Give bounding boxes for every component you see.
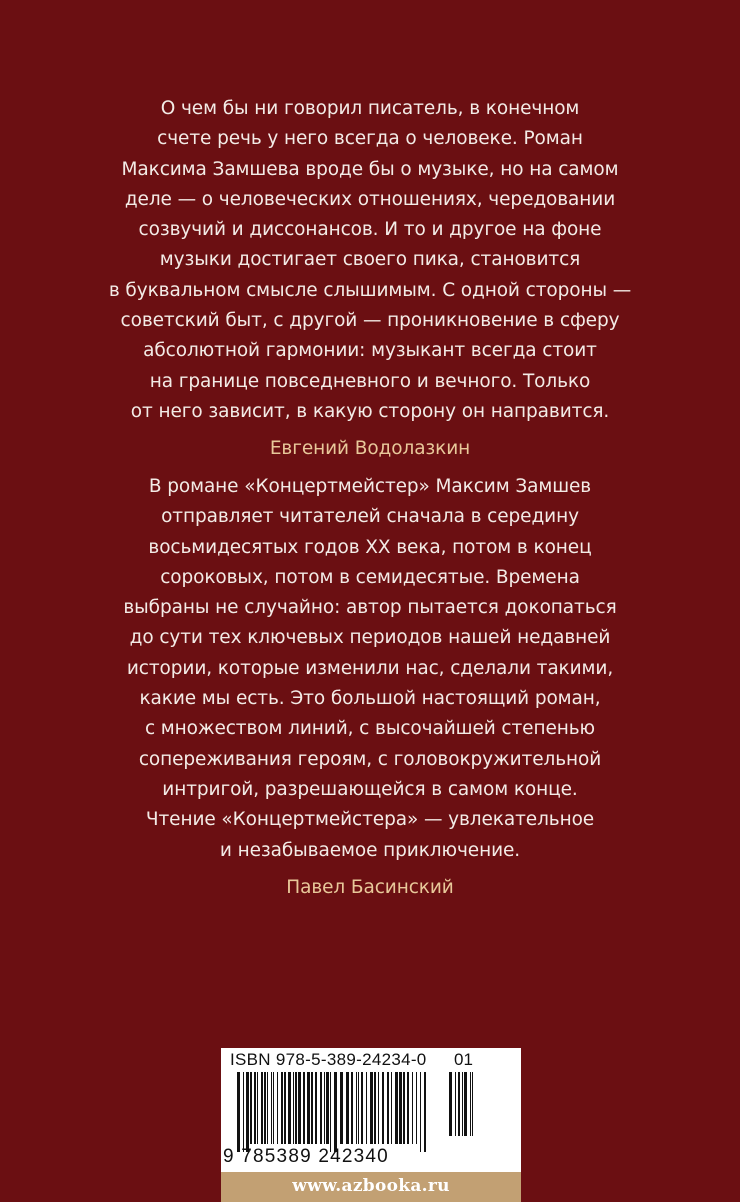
blurb-line: отправляет читателей сначала в середину [161, 506, 579, 528]
barcode-bar [277, 1072, 278, 1144]
barcode-bar [340, 1072, 343, 1144]
barcode-bar [464, 1072, 467, 1136]
barcode-bar [315, 1072, 317, 1144]
blurb-line: интригой, разрешающейся в самом конце. [162, 778, 578, 800]
barcode-bar [378, 1072, 379, 1144]
barcode-bar [298, 1072, 301, 1144]
barcode-bar [330, 1072, 331, 1152]
barcode-bar [361, 1072, 363, 1144]
barcode-bar [261, 1072, 263, 1144]
barcode-bar [382, 1072, 384, 1144]
barcode-bar [303, 1072, 305, 1144]
blurb-line: О чем бы ни говорил писатель, в конечном [160, 98, 580, 119]
barcode-bar [412, 1072, 413, 1144]
blurb-line: восьмидесятых годов XX века, потом в конец [148, 536, 592, 558]
barcode-bar [237, 1072, 240, 1152]
barcode-bar [416, 1072, 417, 1144]
blurb-line: музыки достигает своего пика, становится [159, 249, 581, 271]
barcode-bar [311, 1072, 313, 1144]
barcode-bar [320, 1072, 322, 1144]
blurb-line: В романе «Концертмейстер» Максим Замшев [148, 476, 592, 497]
isbn-addon-code: 01 [454, 1050, 473, 1069]
barcode-bar [295, 1072, 297, 1144]
barcode-bar [356, 1072, 357, 1144]
barcode-bar [449, 1072, 452, 1136]
barcode-bar [324, 1072, 325, 1144]
barcode-bar [281, 1072, 283, 1144]
barcode-bar [399, 1072, 402, 1144]
blurb-line: сопереживания героям, с головокружительной [138, 748, 602, 770]
barcode-bar [250, 1072, 252, 1144]
barcode-bar [420, 1072, 421, 1152]
barcode-addon-bars [449, 1072, 475, 1144]
blurb-line: абсолютной гармонии: музыкант всегда стоит [143, 340, 597, 362]
barcode-bar [346, 1072, 349, 1144]
blurb-line: истории, которые изменили нас, сделали такими, [126, 657, 614, 679]
barcode-bar [366, 1072, 367, 1144]
barcode-bar [288, 1072, 291, 1144]
barcode-digits: 9 785389 242340 [223, 1146, 389, 1167]
isbn-barcode [221, 1048, 521, 1172]
barcode-bar [267, 1072, 268, 1144]
barcode-bar [462, 1072, 463, 1136]
blurb-line: советский быт, с другой — проникновение в сферу [120, 310, 620, 332]
barcode-bar [284, 1072, 286, 1144]
blurb-line: какие мы есть. Это большой настоящий роман, [139, 688, 601, 710]
barcode-bar [326, 1072, 329, 1144]
review-blurb-1 [0, 94, 740, 465]
publisher-website[interactable]: www.azbooka.ru [221, 1172, 521, 1202]
barcode-bar [403, 1072, 405, 1144]
barcode-bar [293, 1072, 294, 1144]
blurb-line: с множеством линий, с высочайшей степенью [144, 718, 596, 740]
blurb-line: созвучий и диссонансов. И то и другое на фоне [138, 219, 602, 241]
barcode-bar [257, 1072, 258, 1144]
barcode-bar [334, 1072, 337, 1152]
barcode-bar [470, 1072, 471, 1136]
blurb-line: и незабываемое приключение. [219, 839, 521, 861]
blurb-line: выбраны не случайно: автор пытается докопаться [123, 597, 617, 619]
blurb-line: счете речь у него всегда о человеке. Роман [157, 128, 583, 150]
barcode-bar [374, 1072, 376, 1144]
review-blurb-2 [0, 472, 740, 903]
barcode-bar [246, 1072, 249, 1152]
barcode-bar [424, 1072, 426, 1152]
barcode-bar [243, 1072, 244, 1152]
barcode-bar [264, 1072, 266, 1144]
barcode-bar [472, 1072, 473, 1136]
blurb-author: Евгений Водолазкин [269, 438, 471, 460]
barcode-bar [254, 1072, 256, 1144]
barcode-bar [395, 1072, 398, 1144]
barcode-bar [455, 1072, 456, 1136]
blurb-line: Максима Замшева вроде бы о музыке, но на самом [121, 158, 619, 180]
blurb-line: Чтение «Концертмейстера» — увлекательное [145, 809, 595, 831]
blurb-author: Павел Басинский [286, 876, 454, 898]
barcode-bar [458, 1072, 460, 1136]
isbn-text: ISBN 978-5-389-24234-0 [230, 1050, 427, 1069]
barcode-bar [370, 1072, 373, 1144]
barcode-bar [387, 1072, 389, 1144]
blurb-line: деле — о человеческих отношениях, чередовании [124, 188, 616, 210]
blurb-line: в буквальном смысле слышимым. С одной стороны — [108, 279, 632, 301]
barcode-bar [407, 1072, 409, 1144]
barcode-bar [358, 1072, 359, 1144]
blurb-line: до сути тех ключевых периодов нашей недавней [129, 627, 611, 649]
blurb-line: от него зависит, в какую сторону он направится. [130, 400, 610, 422]
barcode-bars [237, 1072, 427, 1152]
barcode-bar [351, 1072, 353, 1144]
blurb-line: на границе повседневного и вечного. Только [149, 370, 591, 392]
blurb-line: сороковых, потом в семидесятые. Времена [160, 566, 580, 588]
barcode-bar [391, 1072, 392, 1144]
barcode-bar [271, 1072, 272, 1144]
barcode-bar [307, 1072, 310, 1144]
barcode-bar [273, 1072, 274, 1144]
